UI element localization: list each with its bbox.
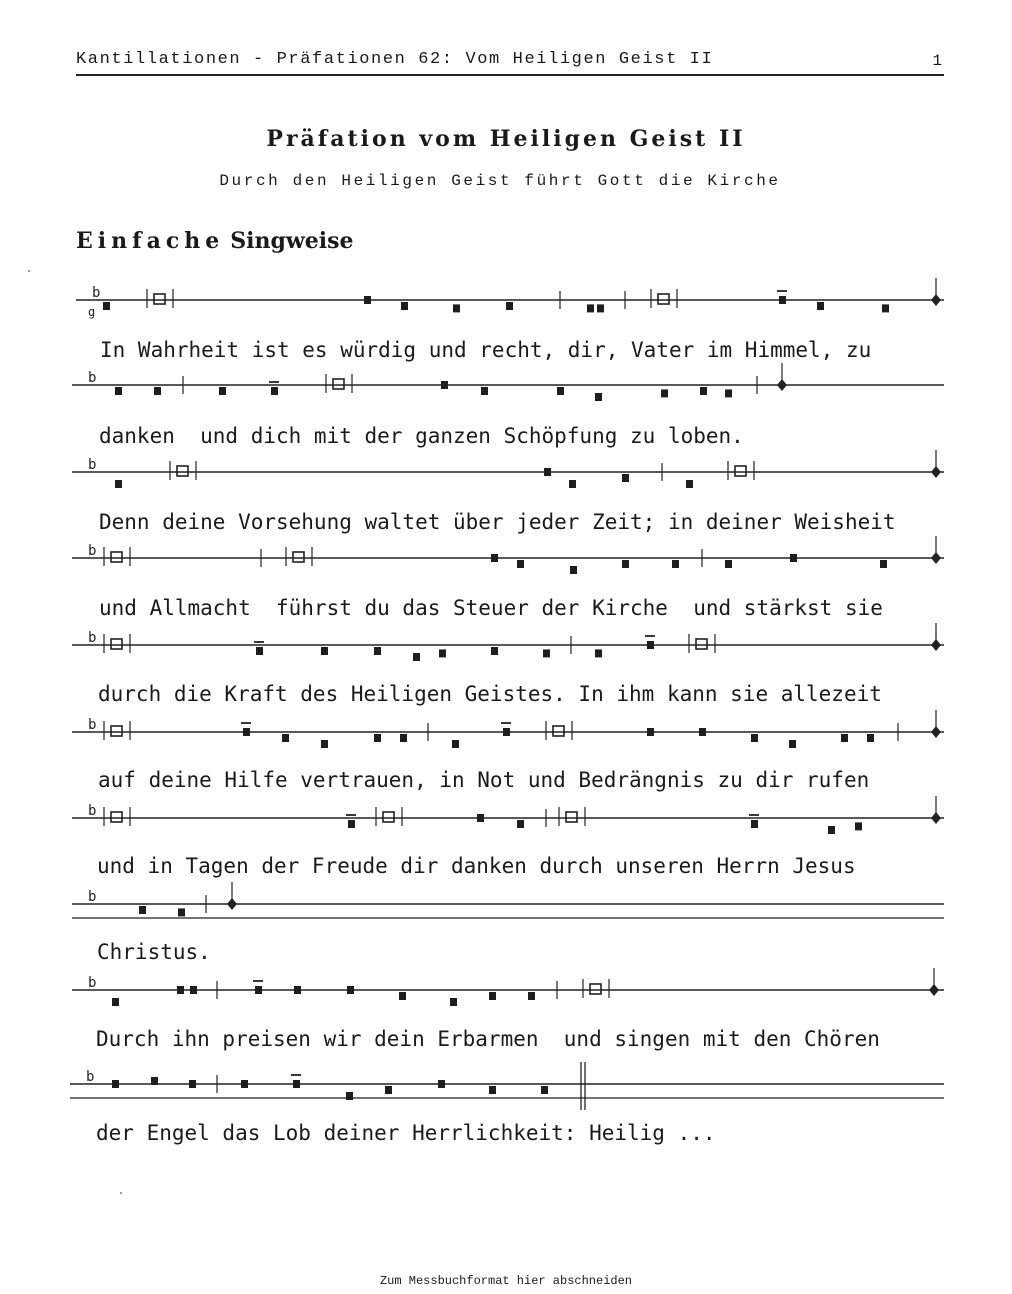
lyric-line: und in Tagen der Freude dir danken durch unseren Herrn Jesus [97,854,856,878]
note-square [751,734,758,742]
note-square [293,1080,300,1088]
header-title: Kantillationen - Präfationen 62: Vom Heiligen Geist II [76,50,714,69]
note-square [453,304,460,312]
note-square [517,820,524,828]
speck-mark [28,270,30,272]
note-square [189,1080,196,1088]
note-square [374,734,381,742]
note-square [817,302,824,310]
note-square [789,740,796,748]
note-square [271,387,278,395]
flat-sign: b [88,630,97,646]
flat-sign: b [88,543,97,559]
lyric-line: danken und dich mit der ganzen Schöpfung zu loben. [99,424,744,448]
note-square [503,728,510,736]
note-square [112,998,119,1006]
page-subtitle: Durch den Heiligen Geist führt Gott die Kirche [219,172,781,190]
note-square [517,560,524,568]
recitation-box [658,294,669,304]
note-square [374,647,381,655]
note-square [452,740,459,748]
lyric-line: auf deine Hilfe vertrauen, in Not und Bedrängnis zu dir rufen [98,768,870,792]
note-square [255,986,262,994]
note-square [321,647,328,655]
recitation-box [177,466,188,476]
note-square [672,560,679,568]
final-diamond [931,552,941,564]
note-square [828,826,835,834]
note-square [622,560,629,568]
final-diamond [929,984,939,996]
note-square [541,1086,548,1094]
note-square [399,992,406,1000]
recitation-box [111,812,122,822]
note-square [441,381,448,389]
page-number: 1 [932,52,942,70]
note-square [543,649,550,657]
note-square [401,302,408,310]
note-square [243,728,250,736]
note-square [178,908,185,916]
final-diamond [931,466,941,478]
note-square [438,1080,445,1088]
note-square [489,1086,496,1094]
note-square [587,304,594,312]
note-square [219,387,226,395]
note-square [489,992,496,1000]
lyric-line: Durch ihn preisen wir dein Erbarmen und singen mit den Chören [96,1027,880,1051]
note-square [597,304,604,312]
recitation-box [111,552,122,562]
recitation-box [735,466,746,476]
note-square [477,814,484,822]
cut-line-note: Zum Messbuchformat hier abschneiden [379,1274,633,1288]
note-square [348,820,355,828]
note-square [112,1080,119,1088]
note-square [647,728,654,736]
page-title: Präfation vom Heiligen Geist II [266,126,746,152]
note-square [190,986,197,994]
flat-sign: b [88,975,97,991]
note-square [647,641,654,649]
note-square [450,998,457,1006]
note-square [177,986,184,994]
recitation-box [590,984,601,994]
note-square [346,1092,353,1100]
recitation-box [696,639,707,649]
note-square [882,304,889,312]
note-square [364,296,371,304]
final-diamond [777,379,787,391]
note-square [569,480,576,488]
lyric-line: In Wahrheit ist es würdig und recht, dir, Vater im Himmel, zu [100,338,872,362]
flat-sign: b [88,803,97,819]
note-square [841,734,848,742]
note-square [115,480,122,488]
note-square [867,734,874,742]
note-square [661,389,668,397]
note-square [528,992,535,1000]
lyric-line: Christus. [97,940,211,964]
note-square [241,1080,248,1088]
flat-sign: b [88,889,97,905]
recitation-box [111,726,122,736]
recitation-box [111,639,122,649]
recitation-box [566,812,577,822]
flat-sign: b [86,1069,95,1085]
flat-sign: b [88,457,97,473]
final-diamond [931,639,941,651]
note-square [506,302,513,310]
note-square [544,468,551,476]
note-square [481,387,488,395]
note-square [151,1077,158,1085]
note-square [282,734,289,742]
note-square [595,649,602,657]
recitation-box [293,552,304,562]
flat-sign: b [88,370,97,386]
note-square [779,296,786,304]
note-square [880,560,887,568]
note-square [294,986,301,994]
note-square [700,387,707,395]
note-square [491,554,498,562]
note-square [699,728,706,736]
final-diamond [227,898,237,910]
note-square [725,389,732,397]
final-diamond [931,726,941,738]
flat-sign: b [92,285,101,301]
recitation-box [553,726,564,736]
lyric-line: durch die Kraft des Heiligen Geistes. In ihm kann sie allezeit [98,682,882,706]
recitation-box [383,812,394,822]
note-square [439,649,446,657]
note-square [790,554,797,562]
note-square [256,647,263,655]
note-square [855,822,862,830]
note-square [557,387,564,395]
note-square [725,560,732,568]
recitation-box [154,294,165,304]
note-square [595,393,602,401]
final-diamond [931,294,941,306]
lyric-line: Denn deine Vorsehung waltet über jeder Zeit; in deiner Weisheit [99,510,896,534]
speck-mark [120,1192,122,1194]
note-square [400,734,407,742]
flat-sign: b [88,717,97,733]
clef-sign: g [88,305,96,319]
note-square [115,387,122,395]
note-square [622,474,629,482]
note-square [321,740,328,748]
note-square [154,387,161,395]
section-heading-part1: Einfache [76,228,225,254]
section-heading-part2: Singweise [230,228,354,254]
note-square [686,480,693,488]
lyric-line: und Allmacht führst du das Steuer der Kirche und stärkst sie [99,596,883,620]
note-square [139,906,146,914]
note-square [491,647,498,655]
recitation-box [333,379,344,389]
note-square [413,653,420,661]
lyric-line: der Engel das Lob deiner Herrlichkeit: Heilig ... [96,1121,716,1145]
final-diamond [931,812,941,824]
note-square [103,302,110,310]
note-square [570,566,577,574]
note-square [347,986,354,994]
note-square [385,1086,392,1094]
note-square [751,820,758,828]
